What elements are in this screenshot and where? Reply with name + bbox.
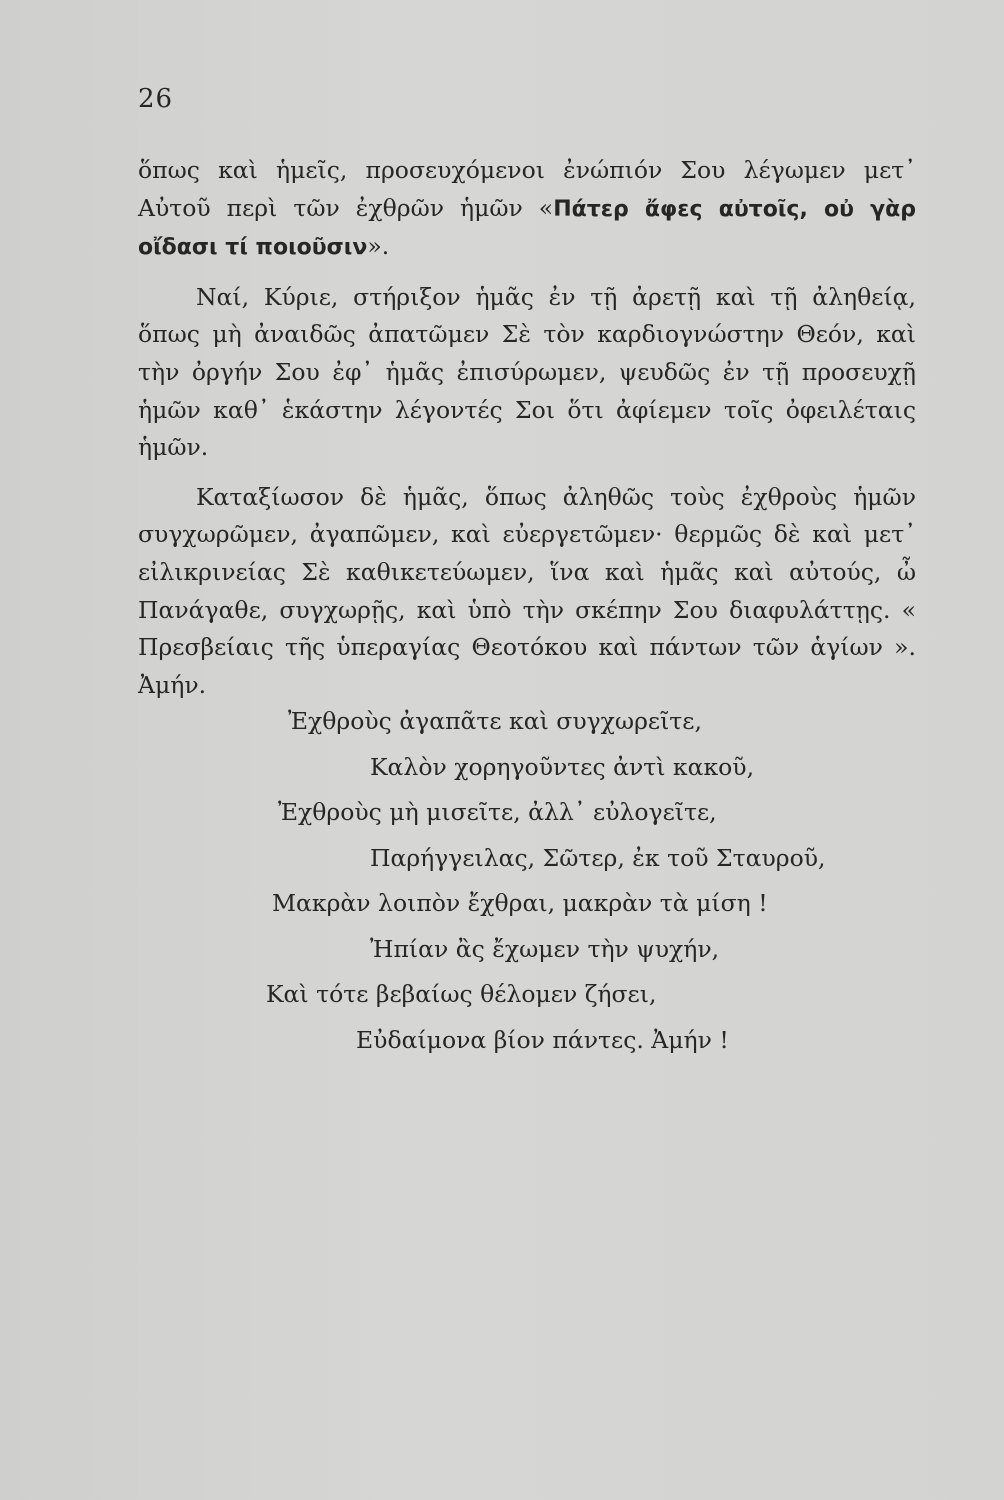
bold-quote: Πάτερ ἄφες αὐτοῖς, οὐ γὰρ οἴδασι τί ποιοῦσιν xyxy=(138,196,916,261)
poem-line-5: Μακρὰν λοιπὸν ἔχθραι, μακρὰν τὰ μίση ! xyxy=(272,889,768,917)
paragraph-1-text: ὅπως καὶ ἡμεῖς, προσευχόμενοι ἐνώπιόν Σου λέγωμεν μετ᾽ Αὐτοῦ περὶ τῶν ἐχθρῶν ἡμῶν « xyxy=(138,156,916,222)
poem-line-4: Παρήγγειλας, Σῶτερ, ἐκ τοῦ Σταυροῦ, xyxy=(370,843,826,872)
poem-line-2: Καλὸν χορηγοῦντες ἀντὶ κακοῦ, xyxy=(370,752,755,781)
paragraph-1 xyxy=(138,152,916,267)
prose-body xyxy=(138,152,916,716)
paragraph-2: Ναί, Κύριε, στήριξον ἡμᾶς ἐν τῇ ἀρετῇ καὶ τῇ ἀληθείᾳ, ὅπως μὴ ἀναιδῶς ἀπατῶμεν Σὲ τὸν καρδιογνώστην Θεόν, καὶ τὴν ὀργήν Σου ἐφ᾽ ἡμᾶς ἐπισύρωμεν, ψευδῶς ἐν τῇ προσευχῇ ἡμῶν καθ᾽ ἑκάστην λέγοντές Σοι ὅτι ἀφίεμεν τοῖς ὀφειλέταις ἡμῶν. xyxy=(138,282,916,462)
poem-line-1: Ἐχθροὺς ἀγαπᾶτε καὶ συγχωρεῖτε, xyxy=(288,707,702,735)
poem-line-3: Ἐχθροὺς μὴ μισεῖτε, ἀλλ᾽ εὐλογεῖτε, xyxy=(278,798,717,826)
paragraph-1-end: ». xyxy=(367,232,390,261)
poem-line-7: Καὶ τότε βεβαίως θέλομεν ζήσει, xyxy=(266,980,657,1008)
page-number: 26 xyxy=(138,84,174,114)
poem-line-6: Ἠπίαν ἂς ἔχωμεν τὴν ψυχήν, xyxy=(370,934,720,963)
poem-line-8: Εὐδαίμονα βίον πάντες. Ἀμήν ! xyxy=(356,1025,729,1054)
paragraph-3: Καταξίωσον δὲ ἡμᾶς, ὅπως ἀληθῶς τοὺς ἐχθροὺς ἡμῶν συγχωρῶμεν, ἀγαπῶμεν, καὶ εὐεργετῶμεν· θερμῶς δὲ καὶ μετ᾽ εἰλικρινείας Σὲ καθικετεύωμεν, ἵνα καὶ ἡμᾶς καὶ αὐτούς, ὦ Πανάγαθε, συγχωρῇς, καὶ ὑπὸ τὴν σκέπην Σου διαφυλάττῃς. « Πρεσβείαις τῆς ὑπεραγίας Θεοτόκου καὶ πάντων τῶν ἁγίων ». Ἀμήν. xyxy=(138,482,916,699)
